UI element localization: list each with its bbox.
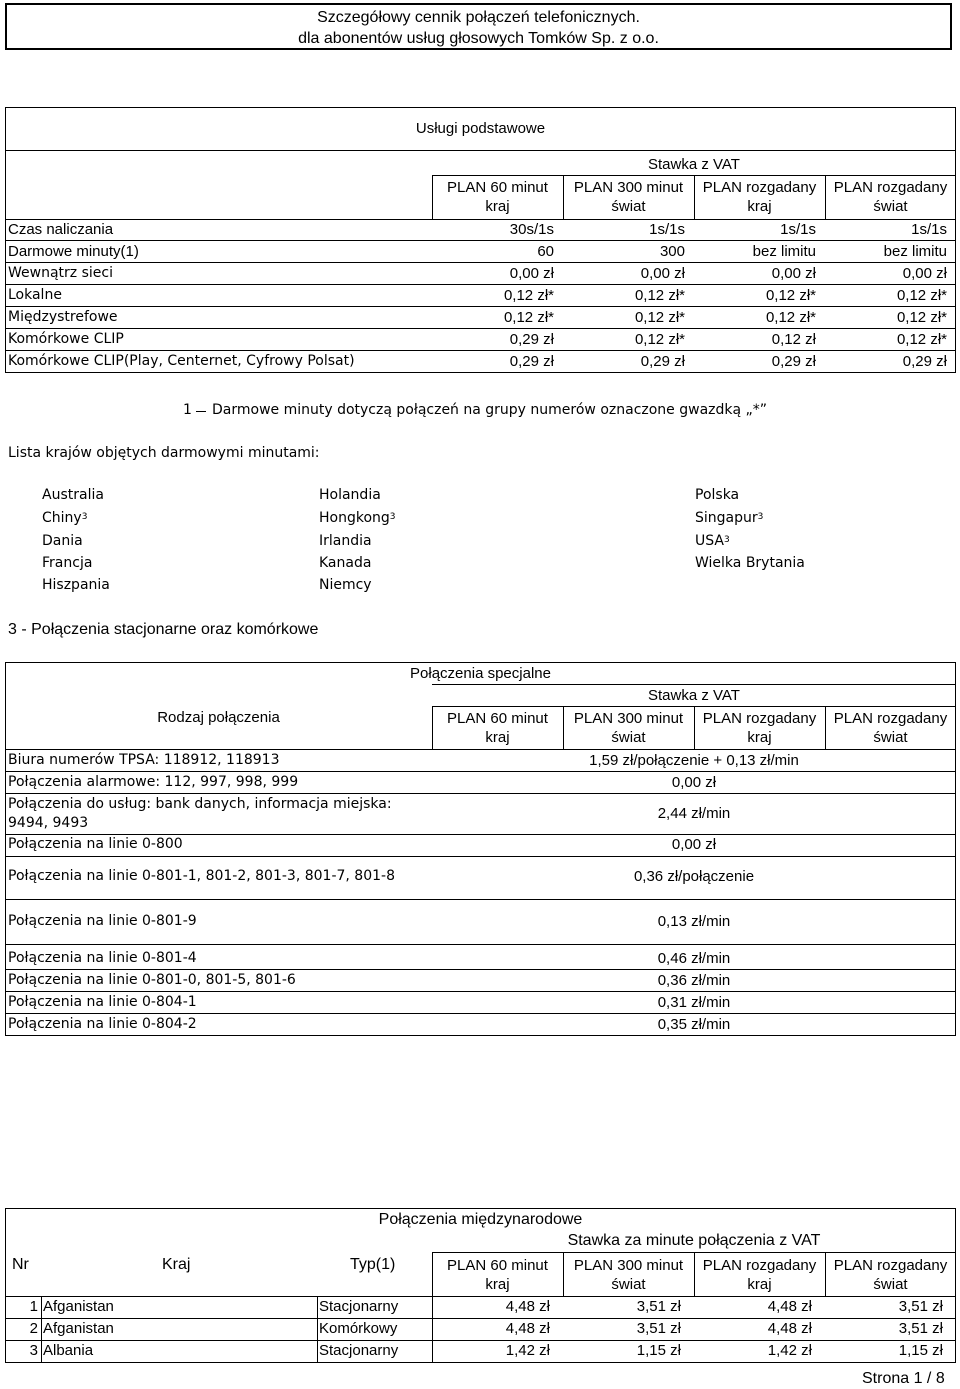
plan-name: PLAN rozgadany — [702, 710, 817, 727]
row-nr: 1 — [29, 1298, 38, 1315]
title-line-2: dla abonentów usług głosowych Tomków Sp. z o.o. — [298, 30, 659, 47]
row-label: Połączenia do usług: bank danych, informacja miejska: — [8, 796, 392, 812]
country-item — [695, 509, 763, 528]
plan-scope: kraj — [485, 729, 510, 746]
row-value: 1,42 zł — [767, 1342, 812, 1359]
row-value: 0,29 zł — [640, 353, 685, 370]
row-value: 0,12 zł* — [503, 287, 554, 304]
row-label: Połączenia alarmowe: 112, 997, 998, 999 — [8, 774, 299, 790]
country-item: Irlandia — [319, 533, 372, 549]
row-value: 0,12 zł* — [765, 309, 816, 326]
row-value: 1,15 zł — [636, 1342, 681, 1359]
row-divider — [5, 328, 956, 329]
row-type: Stacjonarny — [319, 1342, 399, 1359]
plan-header — [825, 709, 956, 747]
table-border — [5, 749, 956, 750]
country-name: Chiny — [42, 510, 82, 526]
row-label: Międzystrefowe — [8, 309, 118, 325]
vat-label: Stawka z VAT — [648, 687, 740, 704]
row-value: 1,15 zł — [898, 1342, 943, 1359]
plan-name: PLAN rozgadany — [833, 710, 948, 727]
row-divider — [5, 899, 956, 900]
international-title: Połączenia międzynarodowe — [378, 1211, 583, 1228]
row-divider — [5, 1013, 956, 1014]
table-border — [5, 107, 956, 108]
plan-name: PLAN 60 minut — [447, 710, 548, 727]
row-value: 1s/1s — [780, 221, 816, 238]
country-item: Dania — [42, 533, 83, 549]
country-note-mark: 3 — [389, 512, 396, 522]
row-value: 0,00 zł — [671, 774, 717, 791]
row-value: 1s/1s — [649, 221, 685, 238]
row-value: 300 — [659, 243, 685, 260]
row-value: 3,51 zł — [636, 1298, 681, 1315]
row-label: Połączenia na linie 0-801-0, 801-5, 801-6 — [8, 972, 296, 988]
country-item: Holandia — [319, 487, 381, 503]
table-border — [5, 150, 956, 151]
country-item: Kanada — [319, 555, 372, 571]
row-value: 0,12 zł* — [634, 287, 685, 304]
row-value: 0,12 zł* — [896, 287, 947, 304]
country-item — [319, 509, 396, 528]
country-item: Polska — [695, 487, 740, 503]
col-kraj-header: Kraj — [162, 1256, 191, 1273]
row-value: 4,48 zł — [505, 1320, 550, 1337]
row-divider — [5, 350, 956, 351]
row-label: Lokalne — [8, 287, 62, 303]
country-item: Hiszpania — [42, 577, 110, 593]
table-border — [5, 1362, 956, 1363]
country-item: Wielka Brytania — [695, 555, 805, 571]
row-label: Połączenia na linie 0-804-1 — [8, 994, 197, 1010]
row-divider — [5, 793, 956, 794]
row-value: 0,29 zł — [902, 353, 947, 370]
row-divider — [5, 771, 956, 772]
row-nr: 2 — [29, 1320, 38, 1337]
row-value: 3,51 zł — [898, 1298, 943, 1315]
row-value: 0,31 zł/min — [657, 994, 731, 1011]
row-value: 1s/1s — [911, 221, 947, 238]
row-value: bez limitu — [752, 243, 816, 260]
row-value: 0,36 zł/połączenie — [633, 868, 755, 885]
row-value: 0,36 zł/min — [657, 972, 731, 989]
page-number: Strona 1 / 8 — [862, 1370, 945, 1387]
row-value: 0,00 zł — [509, 265, 554, 282]
table-border — [5, 1208, 956, 1209]
plan-header — [432, 178, 563, 216]
plan-name: PLAN rozgadany — [833, 179, 948, 196]
row-value: 0,00 zł — [640, 265, 685, 282]
plan-scope: kraj — [747, 198, 772, 215]
plan-scope: kraj — [485, 198, 510, 215]
row-country: Afganistan — [43, 1320, 114, 1337]
col-nr-header: Nr — [12, 1256, 29, 1273]
row-label: Połączenia na linie 0-801-1, 801-2, 801-3, 801-7, 801-8 — [8, 868, 395, 884]
plan-header — [694, 1256, 825, 1294]
row-value: bez limitu — [883, 243, 947, 260]
row-value: 0,12 zł — [771, 331, 816, 348]
row-type: Komórkowy — [319, 1320, 398, 1337]
row-label: Wewnątrz sieci — [8, 265, 113, 281]
section-heading: 3 - Połączenia stacjonarne oraz komórkowe — [8, 621, 319, 638]
country-item: Australia — [42, 487, 104, 503]
row-value: 0,13 zł/min — [657, 913, 731, 930]
plan-name: PLAN 60 minut — [447, 1257, 548, 1274]
table-border — [432, 684, 956, 685]
countries-heading: Lista krajów objętych darmowymi minutami: — [8, 445, 320, 461]
plan-header — [825, 1256, 956, 1294]
country-name: Hongkong — [319, 510, 390, 526]
plan-scope: świat — [873, 1276, 908, 1293]
row-value: 0,12 zł* — [896, 309, 947, 326]
row-label: Połączenia na linie 0-801-9 — [8, 913, 197, 929]
row-value: 1,42 zł — [505, 1342, 550, 1359]
row-divider — [5, 284, 956, 285]
footnote-number: 1 — [183, 402, 192, 418]
country-note-mark: 3 — [723, 535, 730, 545]
type-header: Rodzaj połączenia — [157, 709, 280, 726]
plan-scope: świat — [873, 198, 908, 215]
country-name: Singapur — [695, 510, 758, 526]
basic-services-heading: Usługi podstawowe — [415, 120, 546, 137]
country-item: Niemcy — [319, 577, 372, 593]
plan-scope: świat — [873, 729, 908, 746]
row-value: 0,35 zł/min — [657, 1016, 731, 1033]
row-value: 2,44 zł/min — [657, 805, 731, 822]
plan-scope: kraj — [747, 729, 772, 746]
row-value: 4,48 zł — [767, 1320, 812, 1337]
plan-name: PLAN 60 minut — [447, 179, 548, 196]
row-value: 0,00 zł — [902, 265, 947, 282]
plan-name: PLAN 300 minut — [573, 710, 684, 727]
row-value: 0,00 zł — [771, 265, 816, 282]
row-divider — [5, 306, 956, 307]
table-border — [317, 1296, 318, 1363]
plan-scope: świat — [611, 1276, 646, 1293]
row-label: Połączenia na linie 0-801-4 — [8, 950, 197, 966]
plan-scope: świat — [611, 729, 646, 746]
plan-header — [432, 1256, 563, 1294]
table-border — [5, 1035, 956, 1036]
row-value: 4,48 zł — [505, 1298, 550, 1315]
special-table-title: Połączenia specjalne — [410, 665, 551, 682]
row-value: 0,29 zł — [771, 353, 816, 370]
row-label: Komórkowe CLIP(Play, Centernet, Cyfrowy Polsat) — [8, 353, 355, 369]
country-item — [695, 532, 730, 551]
row-country: Afganistan — [43, 1298, 114, 1315]
row-country: Albania — [43, 1342, 94, 1359]
vat-label: Stawka za minute połączenia z VAT — [567, 1232, 821, 1249]
row-label: Połączenia na linie 0-800 — [8, 836, 183, 852]
plan-scope: kraj — [747, 1276, 772, 1293]
footnote-dash — [196, 411, 206, 412]
plan-name: PLAN 300 minut — [573, 1257, 684, 1274]
plan-header — [563, 709, 694, 747]
row-value: 60 — [537, 243, 554, 260]
row-divider — [5, 240, 956, 241]
row-value: 3,51 zł — [898, 1320, 943, 1337]
plan-scope: świat — [611, 198, 646, 215]
row-label: Komórkowe CLIP — [8, 331, 124, 347]
plan-scope: kraj — [485, 1276, 510, 1293]
title-line-1: Szczegółowy cennik połączeń telefonicznych. — [317, 9, 640, 26]
col-typ-header: Typ(1) — [350, 1256, 396, 1273]
row-value: 0,12 zł* — [896, 331, 947, 348]
row-type: Stacjonarny — [319, 1298, 399, 1315]
row-label: Biura numerów TPSA: 118912, 118913 — [8, 752, 280, 768]
plan-header — [694, 709, 825, 747]
plan-name: PLAN rozgadany — [702, 1257, 817, 1274]
row-label-continued: 9494, 9493 — [8, 815, 89, 831]
row-value: 0,29 zł — [509, 353, 554, 370]
table-border — [5, 662, 956, 663]
row-value: 0,12 zł* — [503, 309, 554, 326]
row-label: Darmowe minuty(1) — [8, 243, 139, 260]
plan-header — [825, 178, 956, 216]
row-divider — [5, 944, 956, 945]
row-value: 0,29 zł — [509, 331, 554, 348]
plan-header — [432, 709, 563, 747]
row-nr: 3 — [29, 1342, 38, 1359]
row-label: Czas naliczania — [8, 221, 114, 238]
country-note-mark: 3 — [757, 512, 764, 522]
row-value: 0,12 zł* — [634, 309, 685, 326]
plan-name: PLAN 300 minut — [573, 179, 684, 196]
row-value: 30s/1s — [509, 221, 554, 238]
footnote-text: Darmowe minuty dotyczą połączeń na grupy numerów oznaczone gwazdką „*” — [212, 402, 768, 418]
row-divider — [5, 969, 956, 970]
row-divider — [5, 991, 956, 992]
plan-header — [694, 178, 825, 216]
country-item: Francja — [42, 555, 93, 571]
table-border — [5, 372, 956, 373]
table-border — [41, 1296, 42, 1363]
row-value: 1,59 zł/połączenie + 0,13 zł/min — [589, 752, 799, 769]
row-value: 0,00 zł — [671, 836, 717, 853]
country-note-mark: 3 — [81, 512, 88, 522]
country-name: USA — [695, 533, 724, 549]
row-value: 0,46 zł/min — [657, 950, 731, 967]
row-value: 4,48 zł — [767, 1298, 812, 1315]
plan-name: PLAN rozgadany — [833, 1257, 948, 1274]
plan-header — [563, 1256, 694, 1294]
row-value: 0,12 zł* — [634, 331, 685, 348]
row-value: 0,12 zł* — [765, 287, 816, 304]
plan-name: PLAN rozgadany — [702, 179, 817, 196]
country-item — [42, 509, 87, 528]
row-label: Połączenia na linie 0-804-2 — [8, 1016, 197, 1032]
row-divider — [5, 856, 956, 857]
vat-label: Stawka z VAT — [648, 156, 740, 173]
row-value: 3,51 zł — [636, 1320, 681, 1337]
plan-header — [563, 178, 694, 216]
row-divider — [5, 262, 956, 263]
document-title — [5, 3, 952, 50]
